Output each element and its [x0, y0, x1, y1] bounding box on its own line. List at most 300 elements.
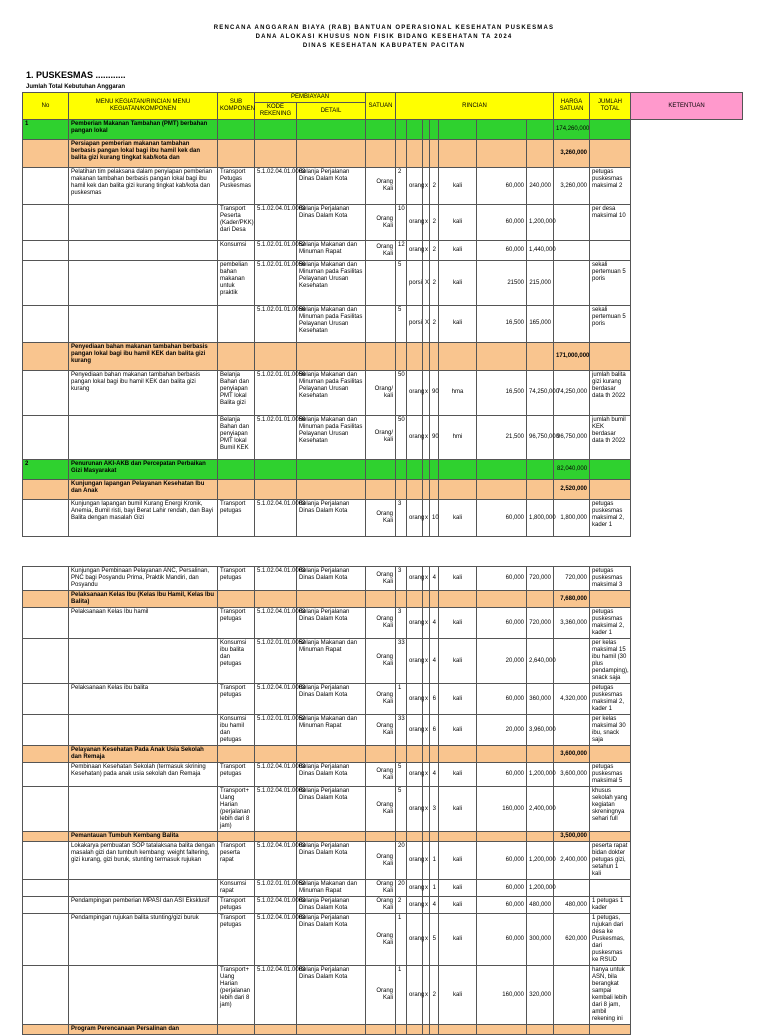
table-row	[23, 500, 743, 537]
table-cell: Pemantauan Tumbuh Kembang Balita	[69, 832, 218, 842]
table-cell	[554, 639, 590, 684]
table-cell: 5.1.02.04.01.0003	[255, 168, 297, 205]
col-jumlah: JUMLAH TOTAL	[590, 93, 631, 120]
table-cell: Orang Kali	[366, 241, 396, 261]
table-cell: 1	[396, 966, 407, 1025]
table-cell: 2	[430, 241, 439, 261]
table-cell	[554, 966, 590, 1025]
table-cell: 5.1.02.04.01.0003	[255, 966, 297, 1025]
table-cell: Pendampingan pemberian MPASI dan ASI Eksklusif	[69, 897, 218, 914]
table-cell: 50	[396, 370, 407, 415]
table-cell: x	[423, 966, 430, 1025]
table-cell	[23, 966, 69, 1025]
table-cell: Orang Kali	[366, 763, 396, 787]
table-cell	[527, 746, 554, 763]
table-cell	[255, 480, 297, 500]
table-cell	[23, 261, 69, 306]
table-cell: 174,260,000	[554, 120, 590, 140]
table-cell	[23, 140, 69, 168]
table-cell	[407, 480, 423, 500]
table-cell: Orang Kali	[366, 966, 396, 1025]
table-cell	[255, 342, 297, 370]
table-cell	[218, 120, 255, 140]
table-cell: 3,360,000	[554, 608, 590, 639]
table-cell	[23, 639, 69, 684]
table-cell: Pelaksanaan Kelas Ibu hamil	[69, 608, 218, 639]
table-cell: Belanja Makanan dan Minuman Rapat	[297, 880, 366, 897]
table-cell: Pelatihan tim pelaksana dalam penyiapan pemberian makanan tambahan berbasis pangan lokal bagi ibu hamil kek dan balita gizi kurang tingkat kab/kota dan puskesmas	[69, 168, 218, 205]
table-cell	[366, 1025, 396, 1035]
table-cell: 160,000	[477, 787, 527, 832]
table-row	[23, 966, 743, 1025]
table-cell: Belanja Bahan dan penyiapan PMT lokal Balita gizi	[218, 370, 255, 415]
table-cell: 74,250,000	[527, 370, 554, 415]
table-cell: 5.1.02.04.01.0003	[255, 787, 297, 832]
table-cell	[297, 342, 366, 370]
table-cell: 96,750,000	[527, 415, 554, 460]
table-cell	[527, 342, 554, 370]
table-row	[23, 241, 743, 261]
table-cell: 5.1.02.01.01.0052	[255, 639, 297, 684]
table-cell: 60,000	[477, 608, 527, 639]
table-cell: Transport petugas	[218, 567, 255, 591]
table-cell: 5.1.02.01.01.0056	[255, 370, 297, 415]
section-title: 1. PUSKESMAS ............	[26, 70, 126, 80]
table-cell	[396, 480, 407, 500]
table-cell: 20,000	[477, 639, 527, 684]
table-cell	[590, 342, 631, 370]
table-cell	[439, 120, 477, 140]
table-cell: 3	[430, 787, 439, 832]
table-cell: x	[423, 204, 430, 241]
table-cell: per kelas maksimal 15 ibu hamil (30 plus pendamping), snack saja	[590, 639, 631, 684]
table-cell: Orang Kali	[366, 880, 396, 897]
table-cell: Orang Kali	[366, 500, 396, 537]
table-cell	[407, 832, 423, 842]
table-cell: x	[423, 415, 430, 460]
table-cell: orang	[407, 715, 423, 746]
table-cell: 5.1.02.04.01.0003	[255, 914, 297, 966]
table-cell: kali	[439, 684, 477, 715]
table-cell: 33	[396, 715, 407, 746]
table-cell: 5.1.02.04.01.0003	[255, 763, 297, 787]
table-cell: petugas puskesmas maksimal 5	[590, 763, 631, 787]
table-cell: 60,000	[477, 763, 527, 787]
table-cell: 21,500	[477, 415, 527, 460]
table-cell: petugas puskesmas maksimal 3	[590, 567, 631, 591]
table-cell: 60,000	[477, 897, 527, 914]
table-cell	[255, 140, 297, 168]
table-cell: 1,200,000	[527, 763, 554, 787]
table-cell: x	[423, 567, 430, 591]
table-cell: 6	[430, 715, 439, 746]
table-cell: 5.1.02.01.01.0056	[255, 306, 297, 343]
table-cell	[430, 591, 439, 608]
table-cell: 5.1.02.01.01.0052	[255, 241, 297, 261]
table-cell	[430, 140, 439, 168]
table-cell: x	[423, 684, 430, 715]
table-cell: 60,000	[477, 204, 527, 241]
table-cell: Belanja Makanan dan Minuman Rapat	[297, 715, 366, 746]
table-cell: Belanja Perjalanan Dinas Dalam Kota	[297, 168, 366, 205]
table-cell	[396, 591, 407, 608]
table-cell	[218, 140, 255, 168]
table-cell	[69, 966, 218, 1025]
table-cell	[423, 1025, 430, 1035]
table-cell: porsi	[407, 306, 423, 343]
table-cell: Program Perencanaan Persalinan dan	[69, 1025, 218, 1035]
table-cell: kali	[439, 763, 477, 787]
table-cell	[477, 460, 527, 480]
table-cell	[554, 787, 590, 832]
table-cell	[590, 880, 631, 897]
table-cell: Belanja Makanan dan Minuman pada Fasilitas Pelayanan Urusan Kesehatan	[297, 370, 366, 415]
table-cell	[23, 567, 69, 591]
col-menu: MENU KEGIATAN/RINCIAN MENU KEGIATAN/KOMPONEN	[69, 93, 218, 120]
table-cell	[366, 460, 396, 480]
table-cell: 215,000	[527, 261, 554, 306]
table-cell	[366, 746, 396, 763]
table-cell	[23, 914, 69, 966]
table-cell	[527, 1025, 554, 1035]
table-cell: Transport petugas	[218, 763, 255, 787]
table-cell	[218, 460, 255, 480]
table-cell: 5.1.02.01.01.0056	[255, 261, 297, 306]
table-cell	[430, 342, 439, 370]
table-cell: 90	[430, 370, 439, 415]
table-cell	[69, 415, 218, 460]
table-cell	[423, 480, 430, 500]
table-cell	[23, 591, 69, 608]
table-cell: kali	[439, 567, 477, 591]
table-cell	[366, 306, 396, 343]
table-cell: X	[423, 306, 430, 343]
table-cell: Konsumsi ibu hamil dan petugas	[218, 715, 255, 746]
table-cell	[590, 832, 631, 842]
table-cell: Pelaksanaan Kelas ibu balita	[69, 684, 218, 715]
table-cell	[69, 306, 218, 343]
table-row	[23, 168, 743, 205]
table-cell	[23, 480, 69, 500]
table-cell: x	[423, 880, 430, 897]
table-cell: 60,000	[477, 684, 527, 715]
table-cell	[23, 842, 69, 880]
table-cell	[439, 480, 477, 500]
table-cell	[423, 140, 430, 168]
table-cell: 4	[430, 608, 439, 639]
table-cell: 5	[396, 261, 407, 306]
table-cell: Belanja Perjalanan Dinas Dalam Kota	[297, 787, 366, 832]
table-cell: Orang Kali	[366, 787, 396, 832]
table-cell: kali	[439, 261, 477, 306]
table-row	[23, 342, 743, 370]
table-cell: sekali pertemuan 5 poris	[590, 306, 631, 343]
table-cell: 1	[396, 684, 407, 715]
table-cell: 10	[430, 500, 439, 537]
table-cell	[23, 342, 69, 370]
table-cell: orang	[407, 763, 423, 787]
table-cell: 2	[23, 460, 69, 480]
table-cell: 5	[396, 763, 407, 787]
table-cell: hma	[439, 370, 477, 415]
table-cell	[23, 897, 69, 914]
table-cell: Belanja Perjalanan Dinas Dalam Kota	[297, 897, 366, 914]
table-cell: Belanja Perjalanan Dinas Dalam Kota	[297, 500, 366, 537]
table-cell	[590, 140, 631, 168]
table-cell: Transport petugas	[218, 500, 255, 537]
table-cell	[23, 684, 69, 715]
table-cell: 60,000	[477, 880, 527, 897]
table-cell	[430, 460, 439, 480]
table-cell	[430, 120, 439, 140]
table-row	[23, 842, 743, 880]
table-cell: x	[423, 914, 430, 966]
table-cell	[590, 480, 631, 500]
table-cell: Kunjungan lapangan bumil Kurang Energi Kronik, Anemia, Bumil risti, bayi Berat Lahir rendah, dan Bayi Balita dengan masalah Gizi	[69, 500, 218, 537]
table-cell: 5.1.02.04.01.0003	[255, 897, 297, 914]
table-cell	[23, 763, 69, 787]
table-cell: 5.1.02.04.01.0003	[255, 500, 297, 537]
table-cell: jumlah bumil KEK berdasar data th 2022	[590, 415, 631, 460]
table-cell: x	[423, 787, 430, 832]
table-cell: Penurunan AKI-AKB dan Percepatan Perbaikan Gizi Masyarakat	[69, 460, 218, 480]
table-row	[23, 897, 743, 914]
table-cell	[430, 832, 439, 842]
col-harga: HARGA SATUAN	[554, 93, 590, 120]
table-cell	[554, 715, 590, 746]
table-cell: 165,000	[527, 306, 554, 343]
table-cell	[396, 1025, 407, 1035]
table-cell	[297, 1025, 366, 1035]
table-cell: Transport peserta rapat	[218, 842, 255, 880]
table-row	[23, 567, 743, 591]
table-cell: 1,200,000	[527, 842, 554, 880]
table-cell: sekali pertemuan 5 poris	[590, 261, 631, 306]
table-cell: 1,440,000	[527, 241, 554, 261]
table-cell: 10	[396, 204, 407, 241]
table-cell: Belanja Makanan dan Minuman Rapat	[297, 639, 366, 684]
table-body-top	[23, 120, 743, 537]
table-cell: Transport Peserta (Kader/PKK) dari Desa	[218, 204, 255, 241]
table-cell	[590, 241, 631, 261]
table-cell: Transport Petugas Puskesmas	[218, 168, 255, 205]
table-cell: x	[423, 763, 430, 787]
table-row	[23, 480, 743, 500]
table-row	[23, 715, 743, 746]
table-cell: 240,000	[527, 168, 554, 205]
table-cell: 5.1.02.01.01.0052	[255, 715, 297, 746]
table-cell: 1	[430, 842, 439, 880]
table-cell: 3,500,000	[554, 832, 590, 842]
table-cell: 3	[396, 500, 407, 537]
table-cell: 480,000	[527, 897, 554, 914]
table-cell: 620,000	[554, 914, 590, 966]
table-cell: 5	[396, 306, 407, 343]
table-cell: Transport petugas	[218, 897, 255, 914]
table-cell: hanya untuk ASN, bila berangkat sampai kembali lebih dari 8 jam, ambil rekening ini	[590, 966, 631, 1025]
table-cell	[69, 241, 218, 261]
table-cell: 50	[396, 415, 407, 460]
table-cell: Belanja Bahan dan penyiapan PMT lokal Bumil KEK	[218, 415, 255, 460]
table-cell: 2	[430, 261, 439, 306]
table-cell: 2,400,000	[554, 842, 590, 880]
table-cell: 3,260,000	[554, 140, 590, 168]
table-cell	[366, 832, 396, 842]
table-cell	[23, 168, 69, 205]
table-cell	[430, 480, 439, 500]
table-cell: kali	[439, 500, 477, 537]
table-cell: 5.1.02.04.01.0003	[255, 567, 297, 591]
table-cell: x	[423, 370, 430, 415]
table-cell	[423, 746, 430, 763]
table-cell: Konsumsi ibu balita dan petugas	[218, 639, 255, 684]
table-cell: kali	[439, 715, 477, 746]
col-sub: SUB KOMPONEN	[218, 93, 255, 120]
table-cell: 1 petugas, rujukan dari desa ke Puskesmas, dari puskesmas ke RSUD	[590, 914, 631, 966]
page-break	[0, 538, 768, 565]
table-cell	[69, 787, 218, 832]
table-cell: Pemberian Makanan Tambahan (PMT) berbahan pangan lokal	[69, 120, 218, 140]
table-cell	[255, 591, 297, 608]
table-cell: Belanja Perjalanan Dinas Dalam Kota	[297, 966, 366, 1025]
table-cell: Penyediaan bahan makanan tambahan berbasis pangan lokal bagi ibu hamil KEK dan balita gizi kurang	[69, 370, 218, 415]
table-cell: Belanja Perjalanan Dinas Dalam Kota	[297, 567, 366, 591]
table-cell	[218, 746, 255, 763]
table-cell	[477, 120, 527, 140]
budget-table-bottom	[22, 566, 743, 1035]
table-cell: Transport+ Uang Harian (perjalanan lebih dari 8 jam)	[218, 787, 255, 832]
table-cell	[69, 261, 218, 306]
table-cell: Pembinaan Kesehatan Sekolah (termasuk skrining Kesehatan) pada anak usia sekolah dan Remaja	[69, 763, 218, 787]
table-cell: orang	[407, 168, 423, 205]
table-cell	[527, 460, 554, 480]
table-cell: 60,000	[477, 241, 527, 261]
table-cell	[396, 832, 407, 842]
table-cell: Penyediaan bahan makanan tambahan berbasis pangan lokal bagi ibu hamil KEK dan balita gizi kurang	[69, 342, 218, 370]
table-cell: Belanja Makanan dan Minuman Rapat	[297, 241, 366, 261]
budget-table-top	[22, 92, 743, 537]
table-cell: 90	[430, 415, 439, 460]
table-cell	[477, 591, 527, 608]
section-subtitle: Jumlah Total Kebutuhan Anggaran	[26, 84, 126, 90]
table-cell	[366, 120, 396, 140]
table-row	[23, 1025, 743, 1035]
table-cell: 3,260,000	[554, 168, 590, 205]
table-cell: 20	[396, 880, 407, 897]
table-cell: Transport petugas	[218, 608, 255, 639]
table-cell	[527, 140, 554, 168]
table-row	[23, 880, 743, 897]
table-row	[23, 140, 743, 168]
table-cell	[439, 140, 477, 168]
table-cell: kali	[439, 204, 477, 241]
table-cell: 1,200,000	[527, 880, 554, 897]
table-cell	[23, 241, 69, 261]
table-cell: Pelaksanaan Kelas Ibu (Kelas Ibu Hamil, Kelas Ibu Balita)	[69, 591, 218, 608]
table-cell: Orang Kali	[366, 168, 396, 205]
table-cell: Belanja Perjalanan Dinas Dalam Kota	[297, 684, 366, 715]
table-cell	[23, 415, 69, 460]
table-cell: x	[423, 715, 430, 746]
table-cell: 1	[430, 880, 439, 897]
table-cell: Orang Kali	[366, 897, 396, 914]
table-cell: Transport petugas	[218, 684, 255, 715]
table-cell	[554, 261, 590, 306]
table-cell: Orang Kali	[366, 567, 396, 591]
table-cell	[255, 832, 297, 842]
table-cell: Orang Kali	[366, 842, 396, 880]
table-cell	[407, 1025, 423, 1035]
table-cell	[477, 1025, 527, 1035]
table-cell: 82,040,000	[554, 460, 590, 480]
table-cell: petugas puskesmas maksimal 2, kader 1	[590, 684, 631, 715]
table-cell: x	[423, 842, 430, 880]
table-cell: x	[423, 897, 430, 914]
table-cell: 5.1.02.01.01.0056	[255, 415, 297, 460]
table-cell: per kelas maksimal 30 ibu, snack saja	[590, 715, 631, 746]
table-cell: orang	[407, 684, 423, 715]
table-cell: orang	[407, 204, 423, 241]
table-cell: x	[423, 639, 430, 684]
table-cell: 5	[430, 914, 439, 966]
table-cell	[527, 591, 554, 608]
table-cell: Konsumsi rapat	[218, 880, 255, 897]
table-cell	[23, 204, 69, 241]
table-cell: orang	[407, 415, 423, 460]
table-cell: 12	[396, 241, 407, 261]
table-body-bottom	[23, 567, 743, 1035]
table-cell: 720,000	[527, 567, 554, 591]
table-cell	[366, 140, 396, 168]
table-cell	[590, 460, 631, 480]
table-cell: 2	[396, 168, 407, 205]
table-cell: Orang Kali	[366, 684, 396, 715]
table-cell: kali	[439, 842, 477, 880]
table-cell: jumlah balita gizi kurang berdasar data th 2022	[590, 370, 631, 415]
col-rincian: RINCIAN	[396, 93, 554, 120]
table-row	[23, 684, 743, 715]
table-cell: 1	[23, 120, 69, 140]
table-cell	[23, 746, 69, 763]
table-cell	[430, 1025, 439, 1035]
table-row	[23, 763, 743, 787]
table-cell: orang	[407, 914, 423, 966]
table-cell	[423, 342, 430, 370]
table-cell	[396, 746, 407, 763]
table-cell	[297, 591, 366, 608]
table-row	[23, 914, 743, 966]
table-cell	[396, 460, 407, 480]
header-line-2: DANA ALOKASI KHUSUS NON FISIK BIDANG KESEHATAN TA 2024	[255, 34, 513, 40]
table-cell	[439, 832, 477, 842]
table-cell: 1,800,000	[554, 500, 590, 537]
table-cell: 16,500	[477, 370, 527, 415]
table-cell	[590, 746, 631, 763]
table-cell: 300,000	[527, 914, 554, 966]
table-cell: 3,600,000	[554, 763, 590, 787]
table-cell: 2,640,000	[527, 639, 554, 684]
table-row	[23, 832, 743, 842]
table-cell	[297, 480, 366, 500]
table-cell: 60,000	[477, 567, 527, 591]
table-cell: 7,680,000	[554, 591, 590, 608]
table-cell: 74,250,000	[554, 370, 590, 415]
table-cell	[554, 204, 590, 241]
table-cell: 4	[430, 763, 439, 787]
table-cell: khusus sekolah yang kegiatan skreningnya sehari full	[590, 787, 631, 832]
table-cell: 2	[430, 966, 439, 1025]
table-cell: hmi	[439, 415, 477, 460]
